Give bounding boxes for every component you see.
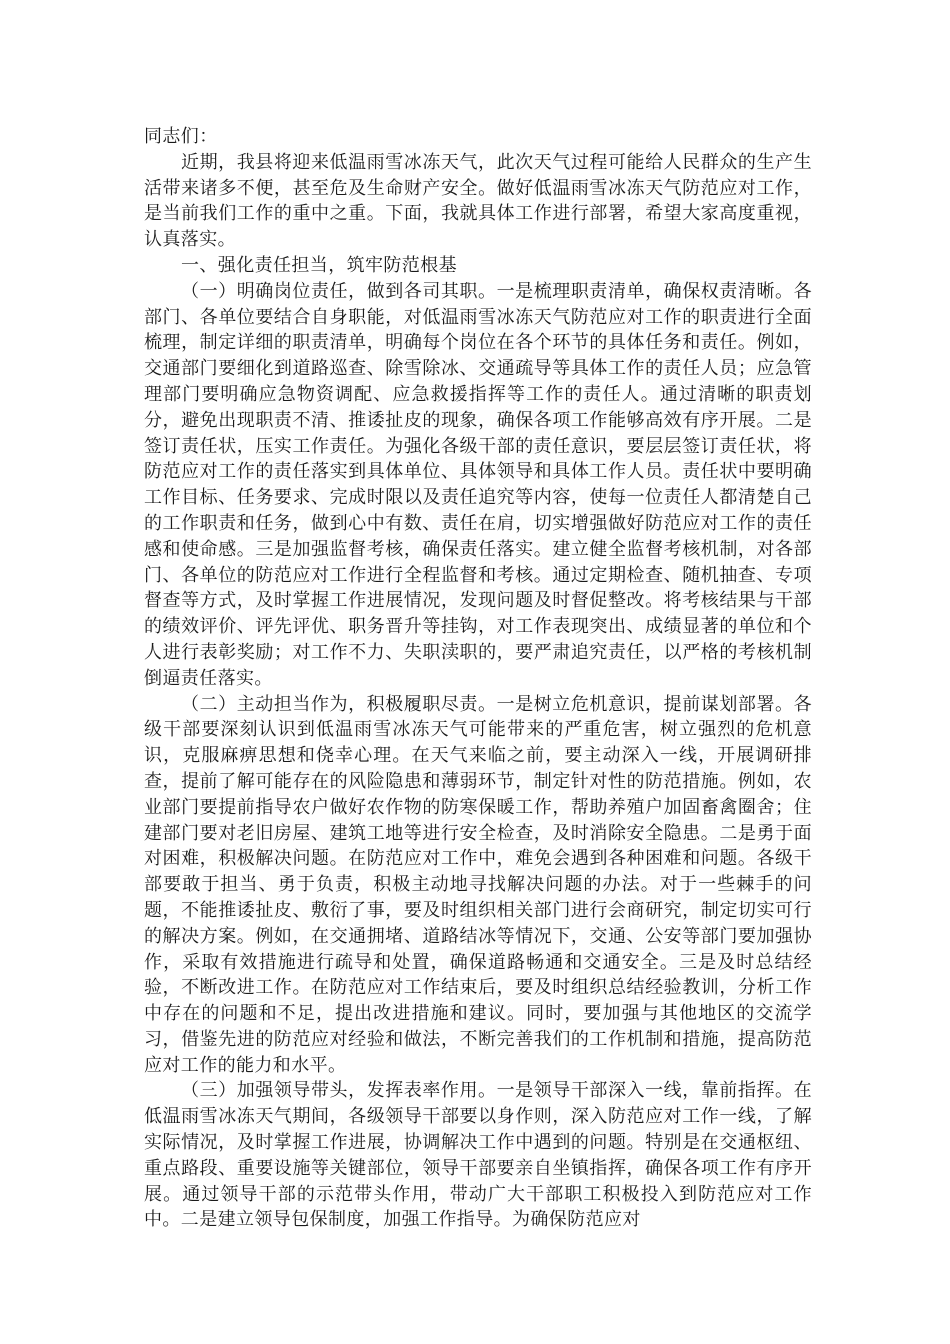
document-page	[144, 124, 812, 1233]
subsection-paragraph-2: （二）主动担当作为，积极履职尽责。一是树立危机意识，提前谋划部署。各级干部要深刻认识到低温雨雪冰冻天气可能带来的严重危害，树立强烈的危机意识，克服麻痹思想和侥幸心理。在天气来临之前，要主动深入一线，开展调研排查，提前了解可能存在的风险隐患和薄弱环节，制定针对性的防范措施。例如，农业部门要提前指导农户做好农作物的防寒保暖工作，帮助养殖户加固畜禽圈舍；住建部门要对老旧房屋、建筑工地等进行安全检查，及时消除安全隐患。二是勇于面对困难，积极解决问题。在防范应对工作中，难免会遇到各种困难和问题。各级干部要敢于担当、勇于负责，积极主动地寻找解决问题的办法。对于一些棘手的问题，不能推诿扯皮、敷衍了事，要及时组织相关部门进行会商研究，制定切实可行的解决方案。例如，在交通拥堵、道路结冰等情况下，交通、公安等部门要加强协作，采取有效措施进行疏导和处置，确保道路畅通和交通安全。三是及时总结经验，不断改进工作。在防范应对工作结束后，要及时组织总结经验教训，分析工作中存在的问题和不足，提出改进措施和建议。同时，要加强与其他地区的交流学习，借鉴先进的防范应对经验和做法，不断完善我们的工作机制和措施，提高防范应对工作的能力和水平。	[144, 693, 812, 1076]
salutation: 同志们：	[144, 126, 218, 147]
subsection-paragraph-1: （一）明确岗位责任，做到各司其职。一是梳理职责清单，确保权责清晰。各部门、各单位要结合自身职能，对低温雨雪冰冻天气防范应对工作的职责进行全面梳理，制定详细的职责清单，明确每个岗位在各个环节的具体任务和责任。例如，交通部门要细化到道路巡查、除雪除冰、交通疏导等具体工作的责任人员；应急管理部门要明确应急物资调配、应急救援指挥等工作的责任人。通过清晰的职责划分，避免出现职责不清、推诿扯皮的现象，确保各项工作能够高效有序开展。二是签订责任状，压实工作责任。为强化各级干部的责任意识，要层层签订责任状，将防范应对工作的责任落实到具体单位、具体领导和具体工作人员。责任状中要明确工作目标、任务要求、完成时限以及责任追究等内容，使每一位责任人都清楚自己的工作职责和任务，做到心中有数、责任在肩，切实增强做好防范应对工作的责任感和使命感。三是加强监督考核，确保责任落实。建立健全监督考核机制，对各部门、各单位的防范应对工作进行全程监督和考核。通过定期检查、随机抽查、专项督查等方式，及时掌握工作进展情况，发现问题及时督促整改。将考核结果与干部的绩效评价、评先评优、职务晋升等挂钩，对工作表现突出、成绩显著的单位和个人进行表彰奖励；对工作不力、失职渎职的，要严肃追究责任，以严格的考核机制倒逼责任落实。	[144, 280, 812, 689]
intro-paragraph: 近期，我县将迎来低温雨雪冰冻天气，此次天气过程可能给人民群众的生产生活带来诸多不便，甚至危及生命财产安全。做好低温雨雪冰冻天气防范应对工作，是当前我们工作的重中之重。下面，我就具体工作进行部署，希望大家高度重视，认真落实。	[144, 151, 812, 251]
subsection-paragraph-3: （三）加强领导带头，发挥表率作用。一是领导干部深入一线，靠前指挥。在低温雨雪冰冻天气期间，各级领导干部要以身作则，深入防范应对工作一线，了解实际情况，及时掌握工作进展，协调解决工作中遇到的问题。特别是在交通枢纽、重点路段、重要设施等关键部位，领导干部要亲自坐镇指挥，确保各项工作有序开展。通过领导干部的示范带头作用，带动广大干部职工积极投入到防范应对工作中。二是建立领导包保制度，加强工作指导。为确保防范应对	[144, 1080, 812, 1231]
section-heading: 一、强化责任担当，筑牢防范根基	[181, 254, 457, 276]
